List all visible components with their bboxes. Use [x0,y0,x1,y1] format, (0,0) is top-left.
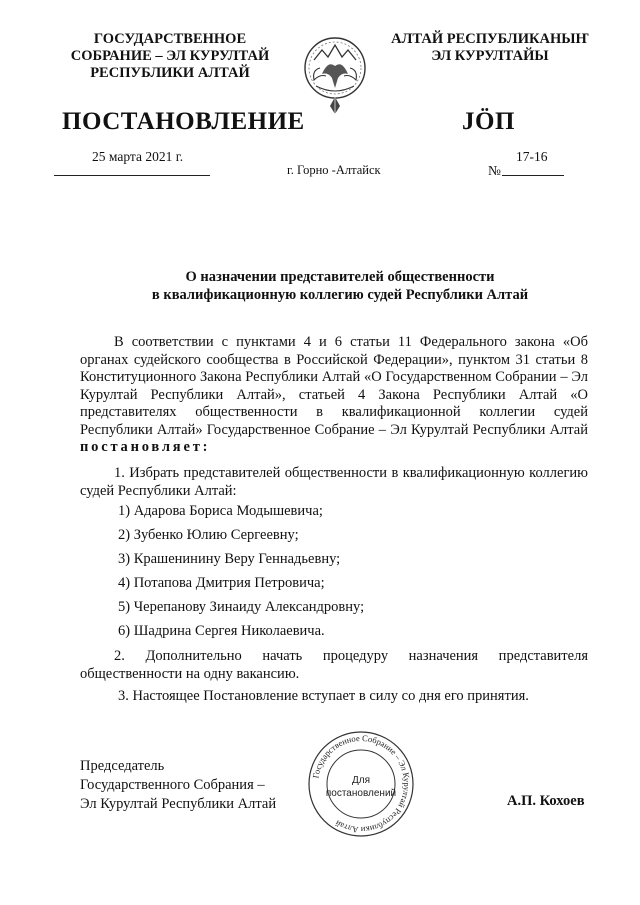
candidate-item: 6) Шадрина Сергея Николаевича. [118,623,325,639]
candidate-item: 2) Зубенко Юлию Сергеевну; [118,527,299,543]
position-line: Эл Курултай Республики Алтай [80,796,277,812]
stamp-center-line: Для [351,775,371,786]
signatory-name: А.П. Кохоев [507,793,585,809]
header-left [50,31,290,82]
candidate-item: 3) Крашенинину Веру Геннадьевну; [118,551,341,567]
number-label: № [488,163,501,178]
position-line: Государственного Собрания – [80,777,265,793]
header-left-line: РЕСПУБЛИКИ АЛТАЙ [90,65,250,81]
document-subject [90,268,590,304]
stamp-ring-text: Государственное Собрание – Эл Курултай Республики Алтай [310,732,413,836]
header-left-line: ГОСУДАРСТВЕННОЕ [93,31,247,47]
candidate-item: 5) Черепанову Зинаиду Александровну; [118,599,365,615]
header-left-line: СОБРАНИЕ – ЭЛ КУРУЛТАЙ [70,48,270,64]
preamble-paragraph [80,334,588,457]
stamp-center-line: постановлений [325,788,397,799]
point-1: 1. Избрать представителей общественности в квалификационную коллегию судей Республики Алтай: [80,465,588,499]
subject-line: О назначении представителей общественности [185,269,495,285]
point-2: 2. Дополнительно начать процедуру назначения представителя общественности на одну вакансию. [80,648,588,682]
signatory-position [80,757,276,814]
header-right-line: АЛТАЙ РЕСПУБЛИКАНЫҤ [391,31,589,47]
document-type-ru: ПОСТАНОВЛЕНИЕ [62,108,305,135]
document-type-alt: JӦП [462,108,515,135]
candidate-item: 4) Потапова Дмитрия Петровича; [118,575,325,591]
candidate-item: 1) Адарова Бориса Модышевича; [118,503,323,519]
header-right-line: ЭЛ КУРУЛТАЙЫ [431,48,549,64]
document-date: 25 марта 2021 г. [92,149,184,164]
document-number: 17-16 [516,149,548,164]
header-right [378,31,602,65]
altai-coat-of-arms-icon [300,24,370,124]
subject-line: в квалификационную коллегию судей Республики Алтай [151,287,529,303]
resolves-word: постановляет: [80,439,211,455]
point-3: 3. Настоящее Постановление вступает в силу со дня его принятия. [118,688,529,704]
number-underline [502,175,564,176]
position-line: Председатель [80,758,165,774]
preamble-text: В соответствии с пунктами 4 и 6 статьи 11 Федерального закона «Об органах судейского сообщества в Российской Федерации», пунктом 31 статьи 8 Конституционного Закона Республики Алтай «О Государственном Собрании – Эл Курултай Республики Алтай», статьей 4 Закона Республики Алтай «О представителях общественности в квалификационной коллегии судей Республики Алтай» Государственное Собрание – Эл Курултай Республики Алтай [80,334,588,438]
official-stamp [306,729,416,839]
document-city: г. Горно -Алтайск [287,163,381,177]
date-underline [54,175,210,176]
